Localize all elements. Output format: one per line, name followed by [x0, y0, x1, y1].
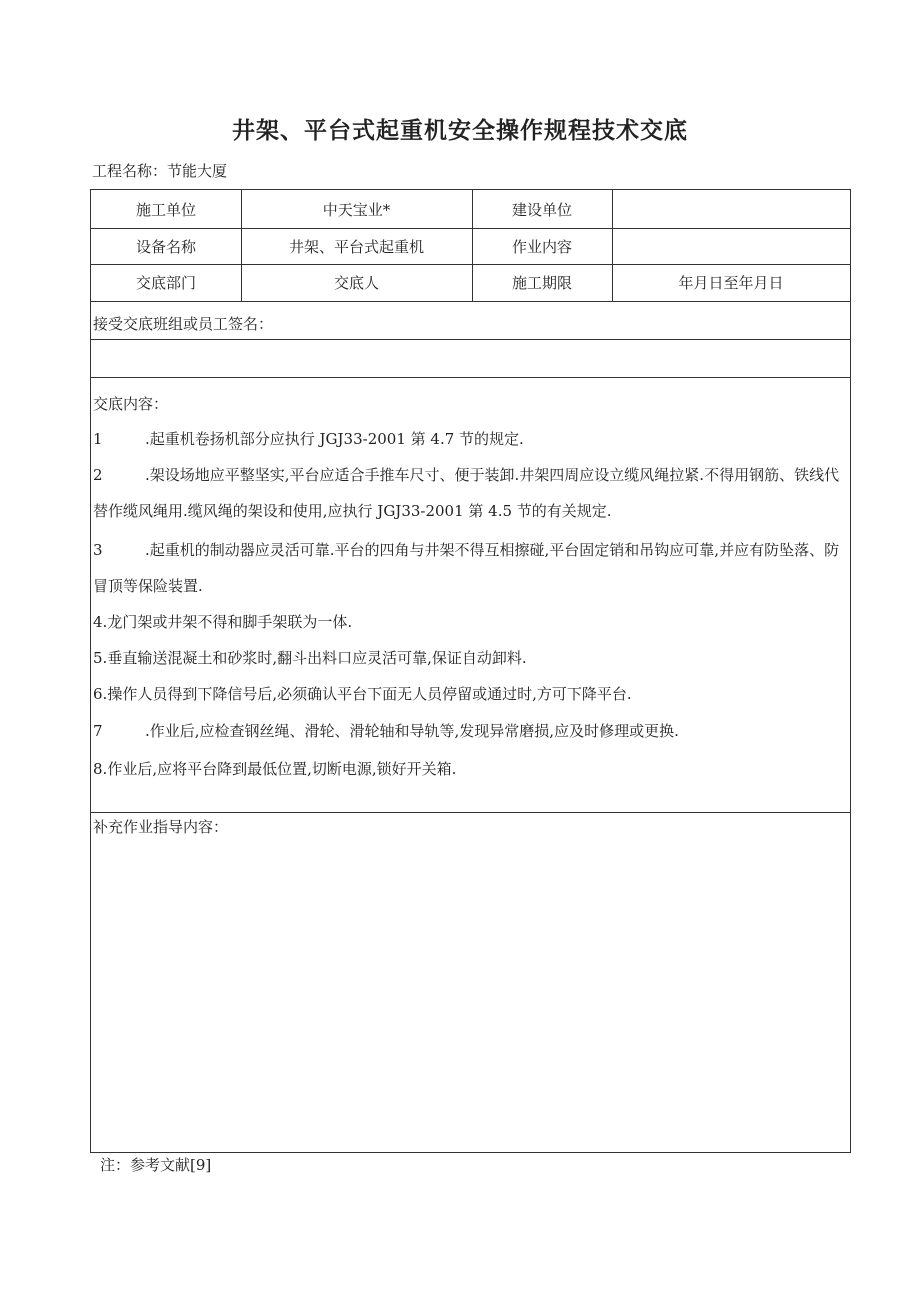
cell-work-content-label: 作业内容	[511, 237, 572, 256]
content-item: 2 .架设场地应平整坚实,平台应适合手推车尺寸、便于装卸.井架四周应设立缆风绳拉紧.不得用钢筋、铁线代替作缆风绳用.缆风绳的架设和使用,应执行 JGJ33-2001 第 4.5 节的有关规定.	[93, 466, 840, 520]
content-item: 1 .起重机卷扬机部分应执行 JGJ33-2001 第 4.7 节的规定.	[93, 430, 524, 448]
cell-discloser-label: 交底人	[333, 274, 379, 292]
content-heading: 交底内容：	[93, 395, 169, 413]
content-item: 6.操作人员得到下降信号后,必须确认平台下面无人员停留或通过时,方可下降平台.	[93, 685, 632, 703]
content-item: 4.龙门架或井架不得和脚手架联为一体.	[93, 613, 353, 631]
cell-construction-unit-value: 中天宝业*	[322, 200, 391, 219]
project-name	[92, 160, 227, 181]
content-item: 3 .起重机的制动器应灵活可靠.平台的四角与井架不得互相擦碰,平台固定销和吊钩应可靠,并应有防坠落、防冒顶等保险装置.	[93, 541, 840, 595]
content-item: 7 .作业后,应检查钢丝绳、滑轮、滑轮轴和导轨等,发现异常磨损,应及时修理或更换.	[93, 722, 679, 740]
supplement-label: 补充作业指导内容：	[93, 818, 229, 836]
signature-label: 接受交底班组或员工签名：	[93, 315, 274, 333]
reference-note: 注：参考文献[9]	[100, 1156, 212, 1174]
cell-construction-unit-label: 施工单位	[135, 200, 196, 219]
cell-equipment-label: 设备名称	[135, 237, 196, 256]
cell-equipment-value: 井架、平台式起重机	[288, 237, 424, 256]
cell-work-content-value	[612, 228, 850, 264]
content-item: 8.作业后,应将平台降到最低位置,切断电源,锁好开关箱.	[93, 760, 457, 778]
cell-owner-unit-value	[612, 190, 850, 228]
cell-owner-unit-label: 建设单位	[511, 200, 572, 219]
cell-period-label: 施工期限	[511, 274, 572, 292]
cell-period-value: 年月日至年月日	[678, 274, 784, 292]
project-value: 节能大厦	[167, 162, 228, 180]
content-item: 5.垂直输送混凝土和砂浆时,翻斗出料口应灵活可靠,保证自动卸料.	[93, 649, 527, 667]
project-label: 工程名称：	[92, 162, 168, 180]
page-title: 井架、平台式起重机安全操作规程技术交底	[232, 118, 688, 144]
cell-department-label: 交底部门	[135, 274, 196, 292]
disclosure-table	[90, 189, 851, 1153]
